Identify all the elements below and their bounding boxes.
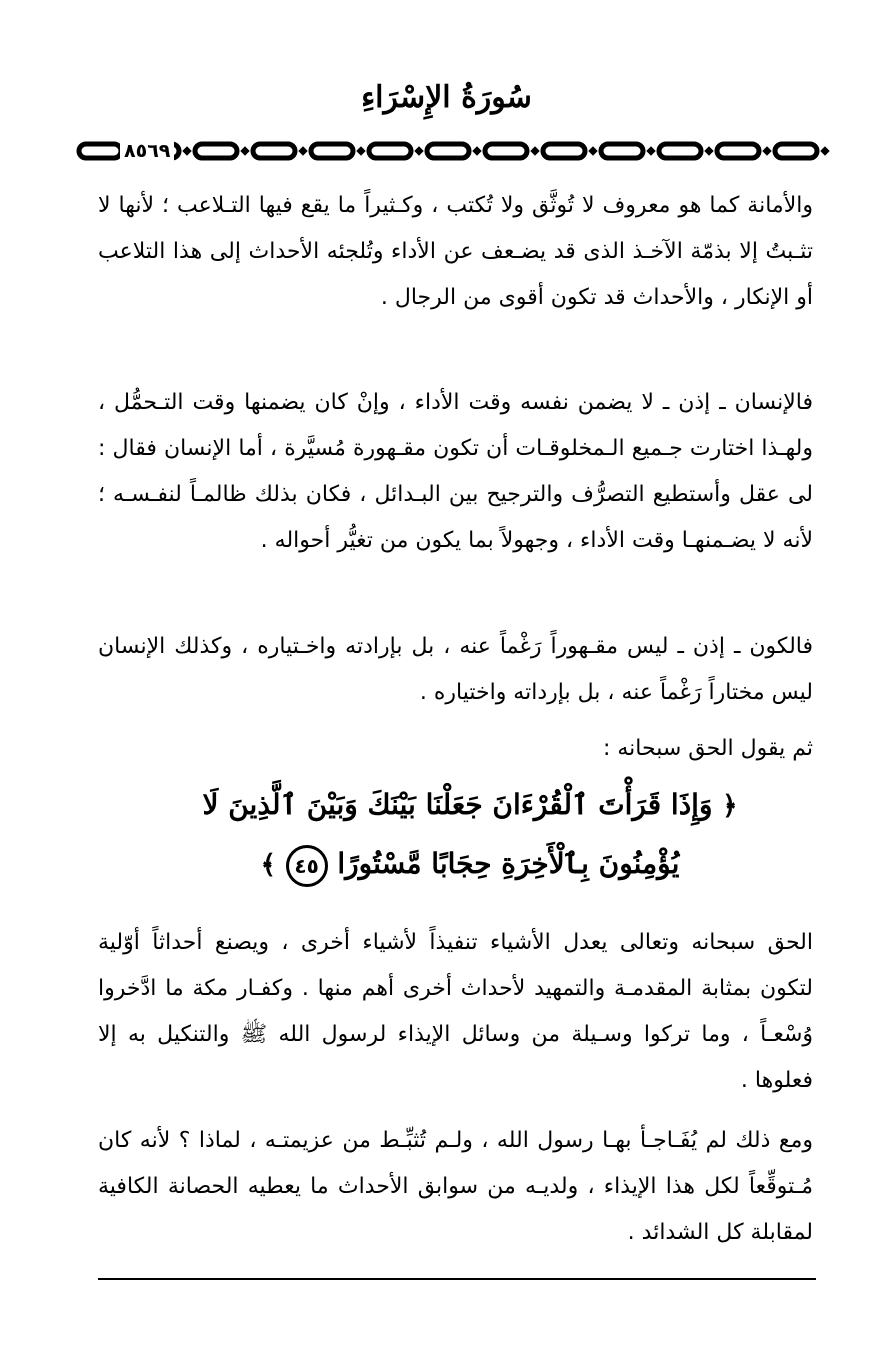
border-diamond — [183, 147, 191, 155]
ornamental-border — [75, 136, 845, 166]
page-number: ٨٥٦٩ — [120, 140, 174, 162]
surah-title: سُورَةُ الإِسْرَاءِ — [361, 80, 532, 115]
border-diamond — [821, 147, 829, 155]
border-diamond — [531, 147, 539, 155]
border-diamond — [415, 147, 423, 155]
border-oval — [79, 144, 121, 158]
border-diamond — [705, 147, 713, 155]
paragraph-5: الحق سبحانه وتعالى يعدل الأشياء تنفيذاً لأشياء أخرى ، ويصنع أحداثاً أوّلية لتكون بمثابة المقدمـة والتمهيد لأحداث أخرى أهم منها . وكفـار مكة ما ادَّخروا وُسْعـاً ، وما تركوا وسـيلة من وسائل الإيذاء لرسول الله ﷺ والتنكيل به إلا فعلوها . — [98, 930, 813, 1093]
border-diamond — [763, 147, 771, 155]
border-diamond — [299, 147, 307, 155]
footer-rule — [98, 1278, 816, 1280]
border-oval — [601, 144, 643, 158]
paragraph-3: فالكون ـ إذن ـ ليس مقـهوراً رَغْماً عنه ، بل بإرادته واخـتياره ، وكذلك الإنسان ليس مختاراً رَغْماً عنه ، بل بإرداته واختياره . — [98, 634, 813, 705]
border-diamond — [241, 147, 249, 155]
border-oval — [311, 144, 353, 158]
border-oval — [427, 144, 469, 158]
paragraph-4: ثم يقول الحق سبحانه : — [602, 736, 813, 761]
border-oval — [717, 144, 759, 158]
border-oval — [659, 144, 701, 158]
paragraph-2: فالإنسان ـ إذن ـ لا يضمن نفسه وقت الأداء ، وإنْ كان يضمنها وقت التـحمُّل ، ولهـذا اختارت جـميع الـمخلوقـات أن تكون مقـهورة مُسيَّرة ، أما الإنسان فقال : لى عقل وأستطيع التصرُّف والترجيح بين البـدائل ، فكان بذلك ظالمـاً لنفـسـه ؛ لأنه لا يضـمنهـا وقت الأداء ، وجهولاً بما يكون من تغيُّر أحواله . — [98, 390, 813, 553]
border-diamond — [357, 147, 365, 155]
quran-verse — [160, 776, 780, 894]
paragraph-6: ومع ذلك لم يُفَـاجـأ بهـا رسول الله ، ولـم تُثبِّـط من عزيمتـه ، لماذا ؟ لأنه كان مُـتوقِّعاً لكل هذا الإيذاء ، ولديـه من سوابق الأحداث ما يعطيه الحصانة الكافية لمقابلة كل الشدائد . — [98, 1128, 813, 1245]
border-oval — [543, 144, 585, 158]
border-oval — [485, 144, 527, 158]
border-diamond — [589, 147, 597, 155]
border-oval — [253, 144, 295, 158]
border-diamond — [647, 147, 655, 155]
verse-number-medallion: ٤٥ — [286, 845, 328, 887]
verse-open-bracket: ﴿ — [722, 791, 738, 821]
border-oval — [369, 144, 411, 158]
verse-close-bracket: ﴾ — [260, 850, 276, 880]
border-oval — [775, 144, 817, 158]
border-oval — [195, 144, 237, 158]
paragraph-1: والأمانة كما هو معروف لا تُوثَّق ولا تُكتب ، وكـثيراً ما يقع فيها التـلاعب ؛ لأنها لا تثـبتُ إلا بذمّة الآخـذ الذى قد يضـعف عن الأداء وتُلجئه الأحداث إلى هذا التلاعب أو الإنكار ، والأحداث قد تكون أقوى من الرجال . — [98, 193, 813, 310]
border-diamond — [473, 147, 481, 155]
verse-text: وَإِذَا قَرَأْتَ ٱلْقُرْءَانَ جَعَلْنَا بَيْنَكَ وَبَيْنَ ٱلَّذِينَ لَا يُؤْمِنُونَ بِٱلْأَخِرَةِ حِجَابًا مَّسْتُورًا — [202, 788, 713, 880]
